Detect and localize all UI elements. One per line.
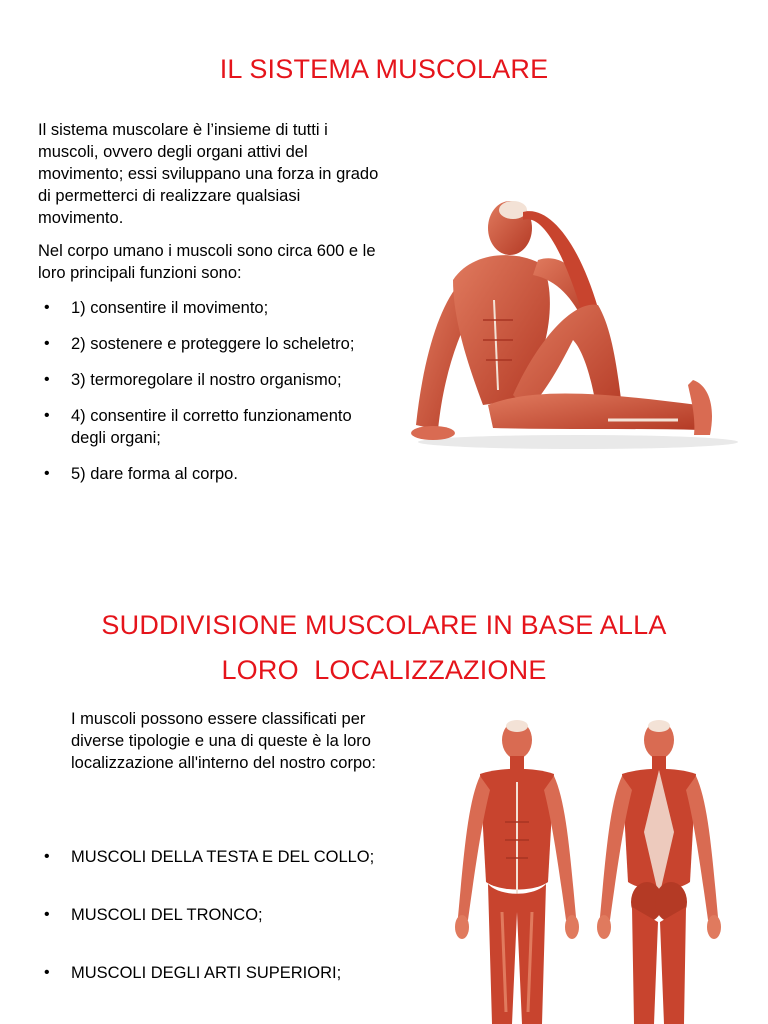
- list-item: • 5) dare forma al corpo.: [38, 463, 368, 485]
- list-item: • 4) consentire il corretto funzionamento degli organi;: [38, 405, 368, 449]
- back-muscle-figure-image: [592, 712, 727, 1024]
- intro-paragraph: Il sistema muscolare è l’insieme di tutti i muscoli, ovvero degli organi attivi del movimento; essi sviluppano una forza in grado di permetterci di realizzare qualsiasi movimento.: [38, 121, 379, 227]
- list-item: • 1) consentire il movimento;: [38, 297, 368, 319]
- section-title-line-1: SUDDIVISIONE MUSCOLARE IN BASE ALLA: [101, 610, 667, 640]
- functions-list: [38, 297, 368, 499]
- list-item: • MUSCOLI DELLA TESTA E DEL COLLO;: [38, 846, 398, 868]
- front-muscle-figure-image: [450, 712, 585, 1024]
- sitting-muscle-figure-image: [398, 190, 738, 455]
- list-item: • 2) sostenere e proteggere lo scheletro;: [38, 333, 368, 355]
- classification-paragraph: I muscoli possono essere classificati per diverse tipologie e una di queste è la loro localizzazione all'interno del nostro corpo:: [71, 710, 376, 772]
- section-title-line-2: LORO LOCALIZZAZIONE: [221, 655, 547, 685]
- list-item: • MUSCOLI DEL TRONCO;: [38, 904, 398, 926]
- section-title: [0, 603, 768, 693]
- list-item: • MUSCOLI DEGLI ARTI SUPERIORI;: [38, 962, 398, 984]
- functions-intro-paragraph: Nel corpo umano i muscoli sono circa 600 e le loro principali funzioni sono:: [38, 242, 376, 282]
- muscle-categories-list: [38, 846, 398, 1020]
- list-item: • 3) termoregolare il nostro organismo;: [38, 369, 368, 391]
- page-title: IL SISTEMA MUSCOLARE: [219, 54, 549, 84]
